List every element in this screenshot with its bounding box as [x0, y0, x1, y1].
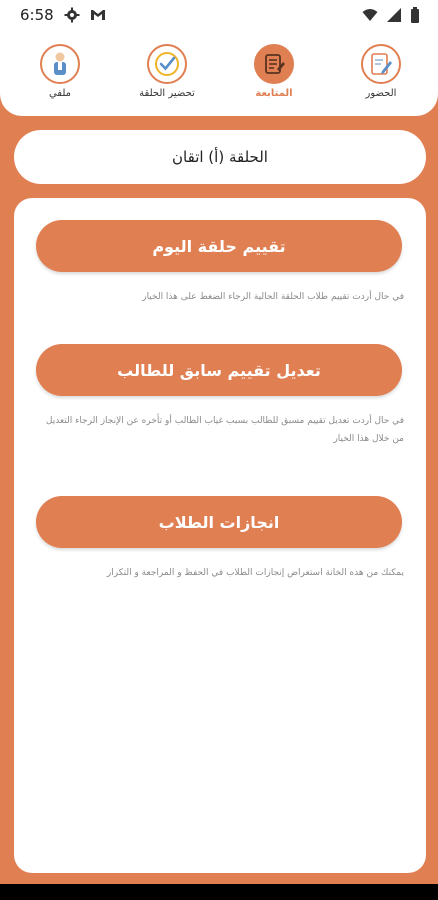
button-label: تقييم حلقة اليوم [152, 236, 286, 256]
signal-icon [386, 7, 402, 23]
status-time: 6:58 [20, 6, 54, 24]
tab-label: المتابعة [255, 88, 293, 99]
student-achievements-description: يمكنك من هذه الخانة استعراض إنجازات الطلاب في الحفظ و المراجعة و التكرار [106, 568, 404, 578]
evaluate-today-button[interactable] [36, 220, 402, 272]
follow-up-icon [254, 44, 294, 84]
tab-prepare-halqa[interactable] [119, 44, 215, 99]
top-tab-bar [0, 30, 438, 116]
tab-label: تحضير الحلقة [139, 88, 195, 99]
profile-icon [40, 44, 80, 84]
tab-attendance[interactable] [333, 44, 429, 99]
tab-follow-up[interactable] [226, 44, 322, 99]
battery-icon [410, 7, 420, 23]
check-icon [147, 44, 187, 84]
gear-icon [64, 7, 80, 23]
attendance-icon [361, 44, 401, 84]
edit-previous-evaluation-button[interactable] [36, 344, 402, 396]
edit-previous-evaluation-description: في حال أردت تعديل تقييم مسبق للطالب بسبب غياب الطالب أو تأخره عن الإنجاز الرجاء التعديل من خلال هذا الخيار [45, 416, 404, 444]
evaluate-today-description: في حال أردت تقييم طلاب الحلقة الحالية الرجاء الضغط على هذا الخيار [142, 292, 404, 302]
tab-label: ملفي [48, 88, 72, 99]
gmail-icon [90, 7, 106, 23]
student-achievements-button[interactable] [36, 496, 402, 548]
status-bar [0, 0, 438, 30]
system-navigation-bar [0, 884, 438, 900]
actions-card [14, 198, 426, 873]
halqa-title: الحلقة (أ) اتقان [172, 148, 268, 166]
button-label: تعديل تقييم سابق للطالب [117, 360, 321, 380]
tab-profile[interactable] [12, 44, 108, 99]
status-right [362, 7, 420, 23]
status-left [20, 6, 106, 24]
wifi-icon [362, 7, 378, 23]
halqa-selector[interactable] [14, 130, 426, 184]
button-label: انجازات الطلاب [158, 512, 280, 532]
tab-label: الحضور [365, 88, 397, 99]
